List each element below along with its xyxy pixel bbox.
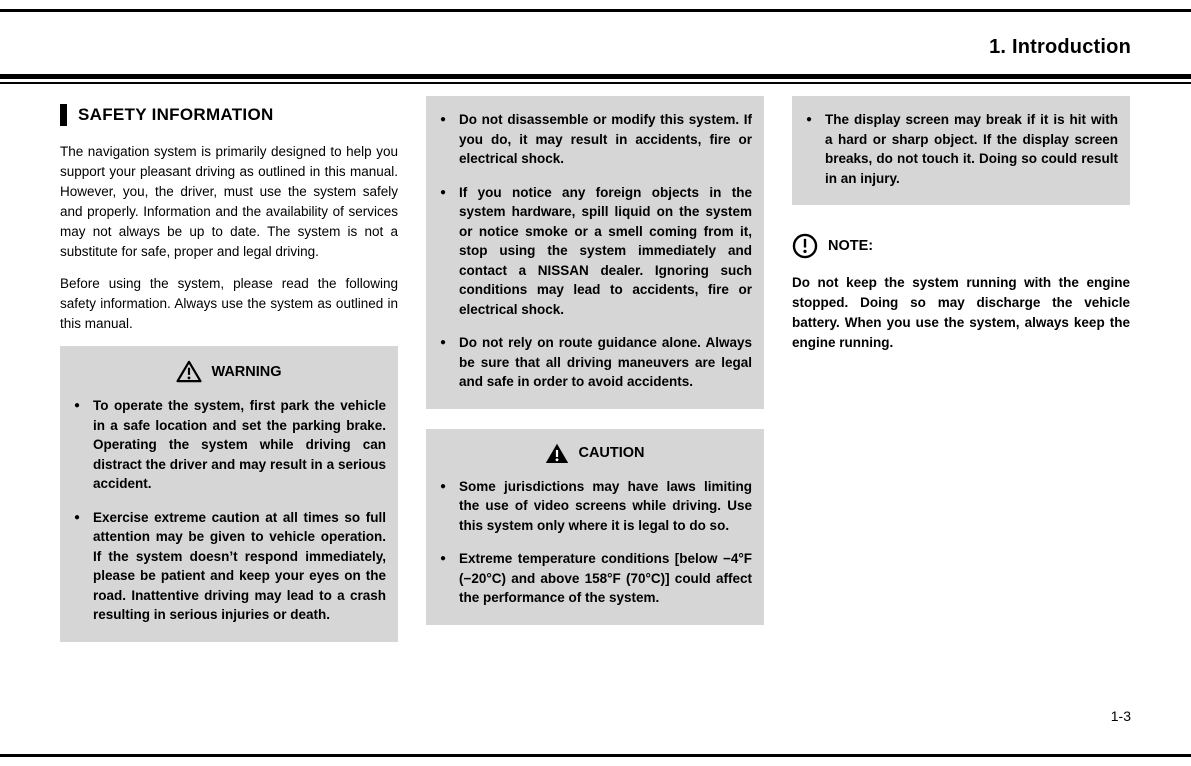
warning-continuation-box bbox=[426, 96, 764, 409]
warning-triangle-icon bbox=[176, 360, 202, 383]
warning-bullet: ● If you notice any foreign objects in the system hardware, spill liquid on the system or notice smoke or a smell coming from it, stop using the system immediately and contact a NISSAN dealer. Ignoring such conditions may lead to accidents, fire or electrical shock. bbox=[438, 183, 752, 320]
caution-bullet-list bbox=[438, 477, 752, 608]
warning-bullet-list bbox=[438, 110, 752, 392]
note-header bbox=[792, 233, 1130, 259]
caution-triangle-icon bbox=[545, 443, 569, 464]
middle-column bbox=[426, 96, 764, 625]
note-exclamation-circle-icon bbox=[792, 233, 818, 259]
section-title-bar bbox=[60, 104, 67, 126]
warning-bullet: ● Do not rely on route guidance alone. Always be sure that all driving maneuvers are legal and safe in order to avoid accidents. bbox=[438, 333, 752, 392]
warning-box-header bbox=[72, 360, 386, 383]
warning-bullet-list bbox=[804, 110, 1118, 188]
content-columns bbox=[60, 96, 1132, 642]
page-number: 1-3 bbox=[1110, 708, 1131, 724]
note-label: NOTE: bbox=[828, 238, 874, 254]
bottom-rule bbox=[0, 754, 1191, 757]
chapter-title: 1. Introduction bbox=[989, 36, 1131, 58]
warning-bullet-list bbox=[72, 396, 386, 625]
caution-title-text: CAUTION bbox=[578, 445, 645, 461]
warning-title-text: WARNING bbox=[211, 363, 282, 380]
warning-bullet: ● To operate the system, first park the vehicle in a safe location and set the parking brake. Operating the system while driving can distract the driver and may result in a serious accident. bbox=[72, 396, 386, 494]
body-paragraph: Before using the system, please read the following safety information. Always use the system as outlined in this manual. bbox=[60, 276, 398, 331]
warning-bullet: ● The display screen may break if it is hit with a hard or sharp object. If the display screen breaks, do not touch it. Doing so could result in an injury. bbox=[804, 110, 1118, 188]
caution-bullet: ● Some jurisdictions may have laws limiting the use of video screens while driving. Use this system only where it is legal to do so. bbox=[438, 477, 752, 536]
body-paragraph: The navigation system is primarily designed to help you support your pleasant driving as outlined in this manual. However, you, the driver, must use the system safely and properly. Information and the availability of services may not always be up to date. The system is not a substitute for safe, proper and legal driving. bbox=[60, 144, 398, 259]
note-text: Do not keep the system running with the engine stopped. Doing so may discharge the vehicle battery. When you use the system, always keep the engine running. bbox=[792, 275, 1130, 350]
header-rule bbox=[0, 74, 1191, 84]
section-title: SAFETY INFORMATION bbox=[78, 105, 274, 124]
warning-box bbox=[60, 346, 398, 642]
section-header bbox=[60, 104, 398, 126]
caution-bullet: ● Extreme temperature conditions [below −4°F (−20°C) and above 158°F (70°C)] could affect the performance of the system. bbox=[438, 549, 752, 608]
caution-box bbox=[426, 429, 764, 625]
right-column bbox=[792, 96, 1130, 353]
top-rule bbox=[0, 9, 1191, 12]
warning-bullet: ● Do not disassemble or modify this system. If you do, it may result in accidents, fire or electrical shock. bbox=[438, 110, 752, 169]
caution-box-header bbox=[438, 443, 752, 464]
warning-continuation-box bbox=[792, 96, 1130, 205]
left-column bbox=[60, 96, 398, 642]
warning-bullet: ● Exercise extreme caution at all times so full attention may be given to vehicle operation. If the system doesn’t respond immediately, please be patient and keep your eyes on the road. Inattentive driving may lead to a crash resulting in serious injuries or death. bbox=[72, 508, 386, 625]
